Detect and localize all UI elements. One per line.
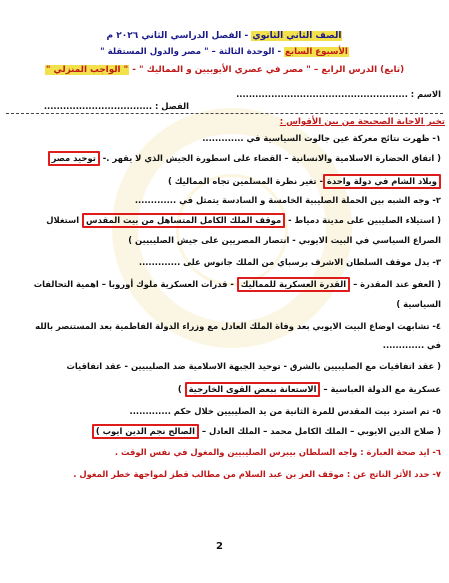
question-3-options-line-1 [8,277,441,292]
unit-label: - الوحدة الثالثة – " مصر والدول المستقلة " [100,47,282,57]
week-label: الأسبوع السابع [285,47,348,57]
q2-answer-box: موقف الملك الكامل المتساهل من بيت المقدس [82,213,285,228]
header-lesson-line [8,64,441,76]
question-2-options-line-1 [8,213,441,228]
question-3: ٣- يدل موقف السلطان الاشرف برسباي من الملك جانوس على ............. [138,257,441,267]
q3-options-text-2: - قدرات العسكرية ملوك أوروبا – اهمية التحالفات [33,279,234,289]
question-3-options-line-2: السياسية ) [396,299,441,309]
page-number: 2 [216,541,223,552]
divider [6,113,443,114]
question-5-options-line-1 [8,424,441,439]
q4-options-text: عسكرية مع الدولة العباسية – [323,384,441,394]
q3-options-text: ( العفو عند المقدرة – [353,279,441,289]
question-7: ٧- حدد الأثر الناتج عن : موقف العز بن عبد السلام من مطالب قطز لمواجهة خطر المغول . [73,469,441,479]
q2-options-text-2: استغلال [46,215,80,225]
q5-answer-box: الصالح نجم الدين ايوب ) [92,424,199,439]
q4-answer-box: الاستعانة ببعض القوى الخارجية [185,382,321,397]
homework-label: " الواجب المنزلي " [45,65,129,75]
q1-options-text: ( اتفاق الحضارة الاسلامية والانسانية – القضاء على اسطورة الجيش الذي لا يقهر .- [102,153,441,163]
q2-options-text: ( استيلاء الصليبين على مدينة دمياط - [288,215,441,225]
question-1: ١- ظهرت نتائج معركة عين جالوت السياسية في ............. [202,133,441,143]
question-5: ٥- تم استرد بيت المقدس للمرة الثانية من يد الصليبيين خلال حكم ............. [129,406,441,416]
question-4-line-2: في ............. [382,340,441,350]
question-4-options-line-1: ( عقد اتفاقيات مع الصليبيين بالشرق - توحيد الجبهة الاسلامية ضد الصليبيين - عقد اتفاقيات [66,361,441,371]
instructions: تخير الاجابة الصحيحة من بين الأقواس : [279,117,445,127]
q4-options-text-2: ) [177,384,182,394]
question-1-options-line-2 [8,174,441,189]
q3-answer-box: القدرة العسكرية للمماليك [237,277,350,292]
q1-answer-box: توحيد مصر [48,151,100,166]
school-seal-inner-ring [176,174,288,286]
q1-answer-box-continued: وبلاد الشام في دولة واحدة [323,174,441,189]
student-class-line [8,100,189,112]
student-name-line [8,88,441,100]
student-name-field[interactable]: الاسم : ...................................................... [236,89,441,99]
header-unit-line [8,46,441,58]
question-1-options-line-1 [8,151,441,166]
question-4: ٤- تشابهت اوضاع البيت الايوبي بعد وفاة الملك العادل مع وزراء الدولة الفاطمية بعد المستنصر بالله [35,321,441,331]
lesson-label: (تابع) الدرس الرابع – " مصر في عصري الأيوبيين و المماليك " - [132,65,405,75]
header-grade-line [8,30,441,42]
question-4-options-line-2 [8,382,441,397]
term-label: - الفصل الدراسي الثاني ٢٠٢٦ م [106,31,249,41]
grade-label: الصف الثاني الثانوي [252,31,342,41]
question-6: ٦- ايد صحة العبارة : واجه السلطان بيبرس الصليبيين والمغول في نفس الوقت . [114,447,441,457]
q1-options-text-2: - تغير نظرة المسلمين تجاه المماليك ) [168,176,323,186]
student-class-field[interactable]: الفصل : .................................. [43,101,189,111]
q5-options-text: ( صلاح الدين الايوبي – الملك الكامل محمد – الملك العادل – [201,426,441,436]
question-2: ٢- وجه الشبه بين الحملة الصليبية الخامسة و السادسة يتمثل في ............. [134,195,441,205]
school-seal-watermark [112,108,352,348]
question-2-options-line-2: الصراع السياسي في البيت الايوبي - انتصار المصريين على جيش الصليبيين ) [128,235,441,245]
